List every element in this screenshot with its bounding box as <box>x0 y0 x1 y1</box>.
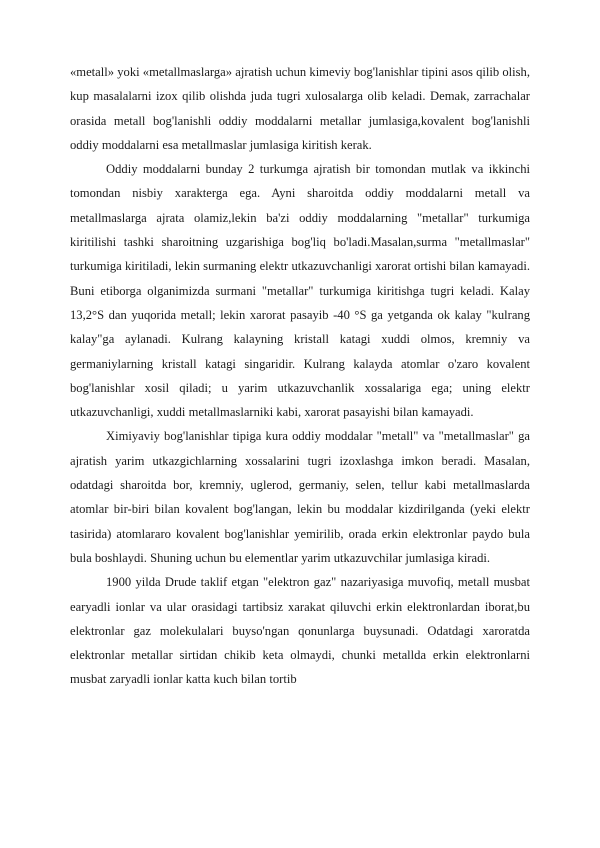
paragraph-4: 1900 yilda Drude taklif etgan "elektron gaz" nazariyasiga muvofiq, metall musbat earyadli ionlar va ular orasidagi tartibsiz xarakat qiluvchi erkin elektronlardan iborat,bu elektronlar gaz molekulalari buyso'ngan qonunlarga buysunadi. Odatdagi xaroratda elektronlar metallar sirtidan chikib keta olmaydi, chunki metallda erkin elektronlarni musbat zaryadli ionlar katta kuch bilan tortib <box>70 575 530 687</box>
document-page <box>70 60 530 692</box>
paragraph-3: Ximiyaviy bog'lanishlar tipiga kura oddiy moddalar "metall" va "metallmaslar" ga ajratish yarim utkazgichlarning xossalarini tugri izoxlashga imkon beradi. Masalan, odatdagi sharoitda bor, kremniy, uglerod, germaniy, selen, tellur kabi metallmaslarda atomlar bir-biri bilan kovalent bog'langan, lekin bu moddalar kizdirilganda (yeki elektr tasirida) atomlararo kovalent bog'lanishlar yemirilib, orada erkin elektronlar paydo bula bula boshlaydi. Shuning uchun bu elementlar yarim utkazuvchilar jumlasiga kiradi. <box>70 429 530 565</box>
paragraph-1: «metall» yoki «metallmaslarga» ajratish uchun kimeviy bog'lanishlar tipini asos qilib olish, kup masalalarni izox qilib olishda juda tugri xulosalarga olib keladi. Demak, zarrachalar orasida metall bog'lanishli oddiy moddalarni metallar jumlasiga,kovalent bog'lanishli oddiy moddalarni esa metallmaslar jumlasiga kiritish kerak. <box>70 65 530 152</box>
paragraph-2: Oddiy moddalarni bunday 2 turkumga ajratish bir tomondan mutlak va ikkinchi tomondan nisbiy xarakterga ega. Ayni sharoitda oddiy moddalarni metall va metallmaslarga ajrata olamiz,lekin ba'zi oddiy moddalarning "metallar" turkumiga kiritilishi tashki sharoitning uzgarishiga bog'liq bo'ladi.Masalan,surma "metallmaslar" turkumiga kiritiladi, lekin surmaning elektr utkazuvchanligi xarorat ortishi bilan kamayadi. Buni etiborga olganimizda surmani "metallar" turkumiga kiritishga tugri keladi. Kalay 13,2°S dan yuqorida metall; lekin xarorat pasayib -40 °S ga yetganda ok kalay "kulrang kalay"ga aylanadi. Kulrang kalayning kristall katagi xuddi olmos, kremniy va germaniylarning kristall katagi singaridir. Kulrang kalayda atomlar o'zaro kovalent bog'lanishlar xosil qiladi; u yarim utkazuvchanlik xossalariga ega; uning elektr utkazuvchanligi, xuddi metallmaslarniki kabi, xarorat pasayishi bilan kamayadi. <box>70 162 530 420</box>
